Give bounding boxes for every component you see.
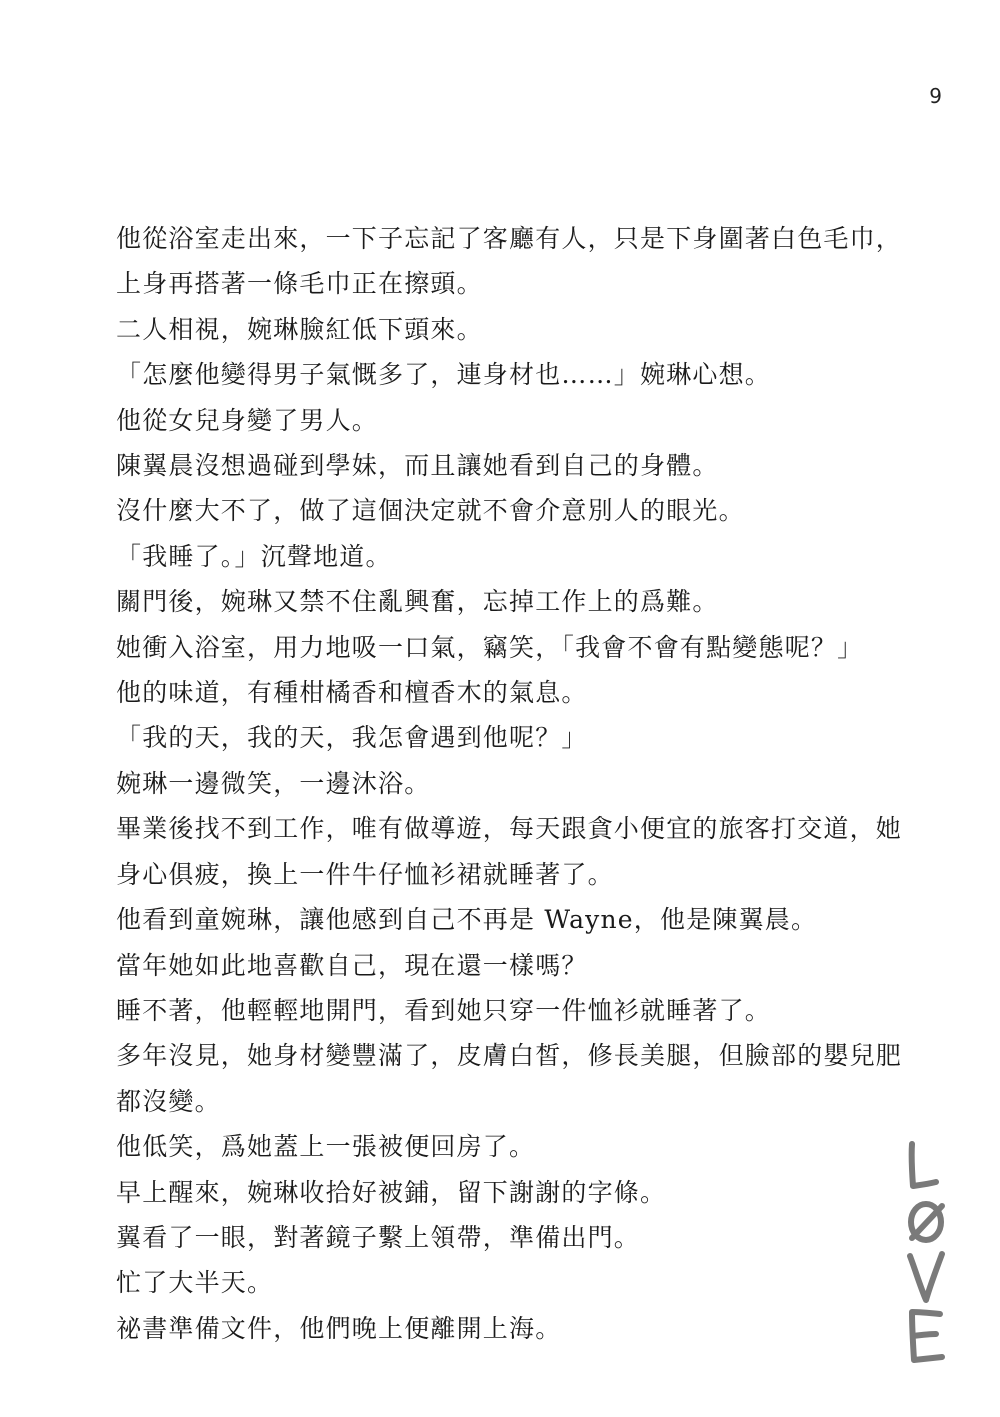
text-line: 翼看了一眼，對著鏡子繫上領帶，準備出門。: [116, 1222, 641, 1252]
text-line: 「怎麼他變得男子氣慨多了，連身材也……」婉琳心想。: [116, 360, 772, 390]
text-line: 他從浴室走出來，一下子忘記了客廳有人，只是下身圍著白色毛巾，: [116, 224, 903, 253]
body-text: [116, 216, 903, 1351]
love-letter-l: [912, 1144, 936, 1186]
text-line: 祕書準備文件，他們晚上便離開上海。: [116, 1313, 562, 1343]
text-line: 多年沒見，她身材變豐滿了，皮膚白皙，修長美腿，但臉部的嬰兒肥: [116, 1041, 903, 1071]
text-line: 沒什麼大不了，做了這個決定就不會介意別人的眼光。: [116, 496, 745, 526]
text-line: 他從女兒身變了男人。: [116, 405, 379, 435]
love-letter-v: [910, 1254, 942, 1300]
love-letter-e: [912, 1312, 942, 1360]
text-line: 「我的天，我的天，我怎會遇到他呢？」: [116, 723, 588, 753]
text-line: 她衝入浴室，用力地吸一口氣，竊笑，「我會不會有點變態呢？」: [116, 632, 864, 662]
text-line: 忙了大半天。: [116, 1268, 274, 1298]
text-line: 陳翼晨沒想過碰到學妹，而且讓她看到自己的身體。: [116, 451, 719, 481]
text-line: 二人相視，婉琳臉紅低下頭來。: [116, 314, 483, 344]
text-line: 「我睡了。」沉聲地道。: [116, 541, 392, 571]
text-line: 都沒變。: [116, 1086, 221, 1116]
text-line: 身心俱疲，換上一件牛仔恤衫裙就睡著了。: [116, 859, 614, 889]
text-line: 關門後，婉琳又禁不住亂興奮，忘掉工作上的爲難。: [116, 587, 719, 617]
page-number: 9: [929, 84, 942, 108]
text-line: 早上醒來，婉琳收拾好被鋪，留下謝謝的字條。: [116, 1177, 667, 1207]
text-line: 他低笑，爲她蓋上一張被便回房了。: [116, 1132, 536, 1162]
text-line: 畢業後找不到工作，唯有做導遊，每天跟貪小便宜的旅客打交道，她: [116, 814, 903, 844]
text-line: 睡不著，他輕輕地開門，看到她只穿一件恤衫就睡著了。: [116, 995, 772, 1025]
text-line: 他看到童婉琳，讓他感到自己不再是 Wayne，他是陳翼晨。: [116, 905, 818, 935]
text-line: 上身再搭著一條毛巾正在擦頭。: [116, 269, 483, 299]
text-line: 他的味道，有種柑橘香和檀香木的氣息。: [116, 678, 588, 708]
text-line: 當年她如此地喜歡自己，現在還一樣嗎？: [116, 950, 588, 980]
love-logo: [896, 1138, 968, 1370]
text-line: 婉琳一邊微笑，一邊沐浴。: [116, 768, 431, 798]
